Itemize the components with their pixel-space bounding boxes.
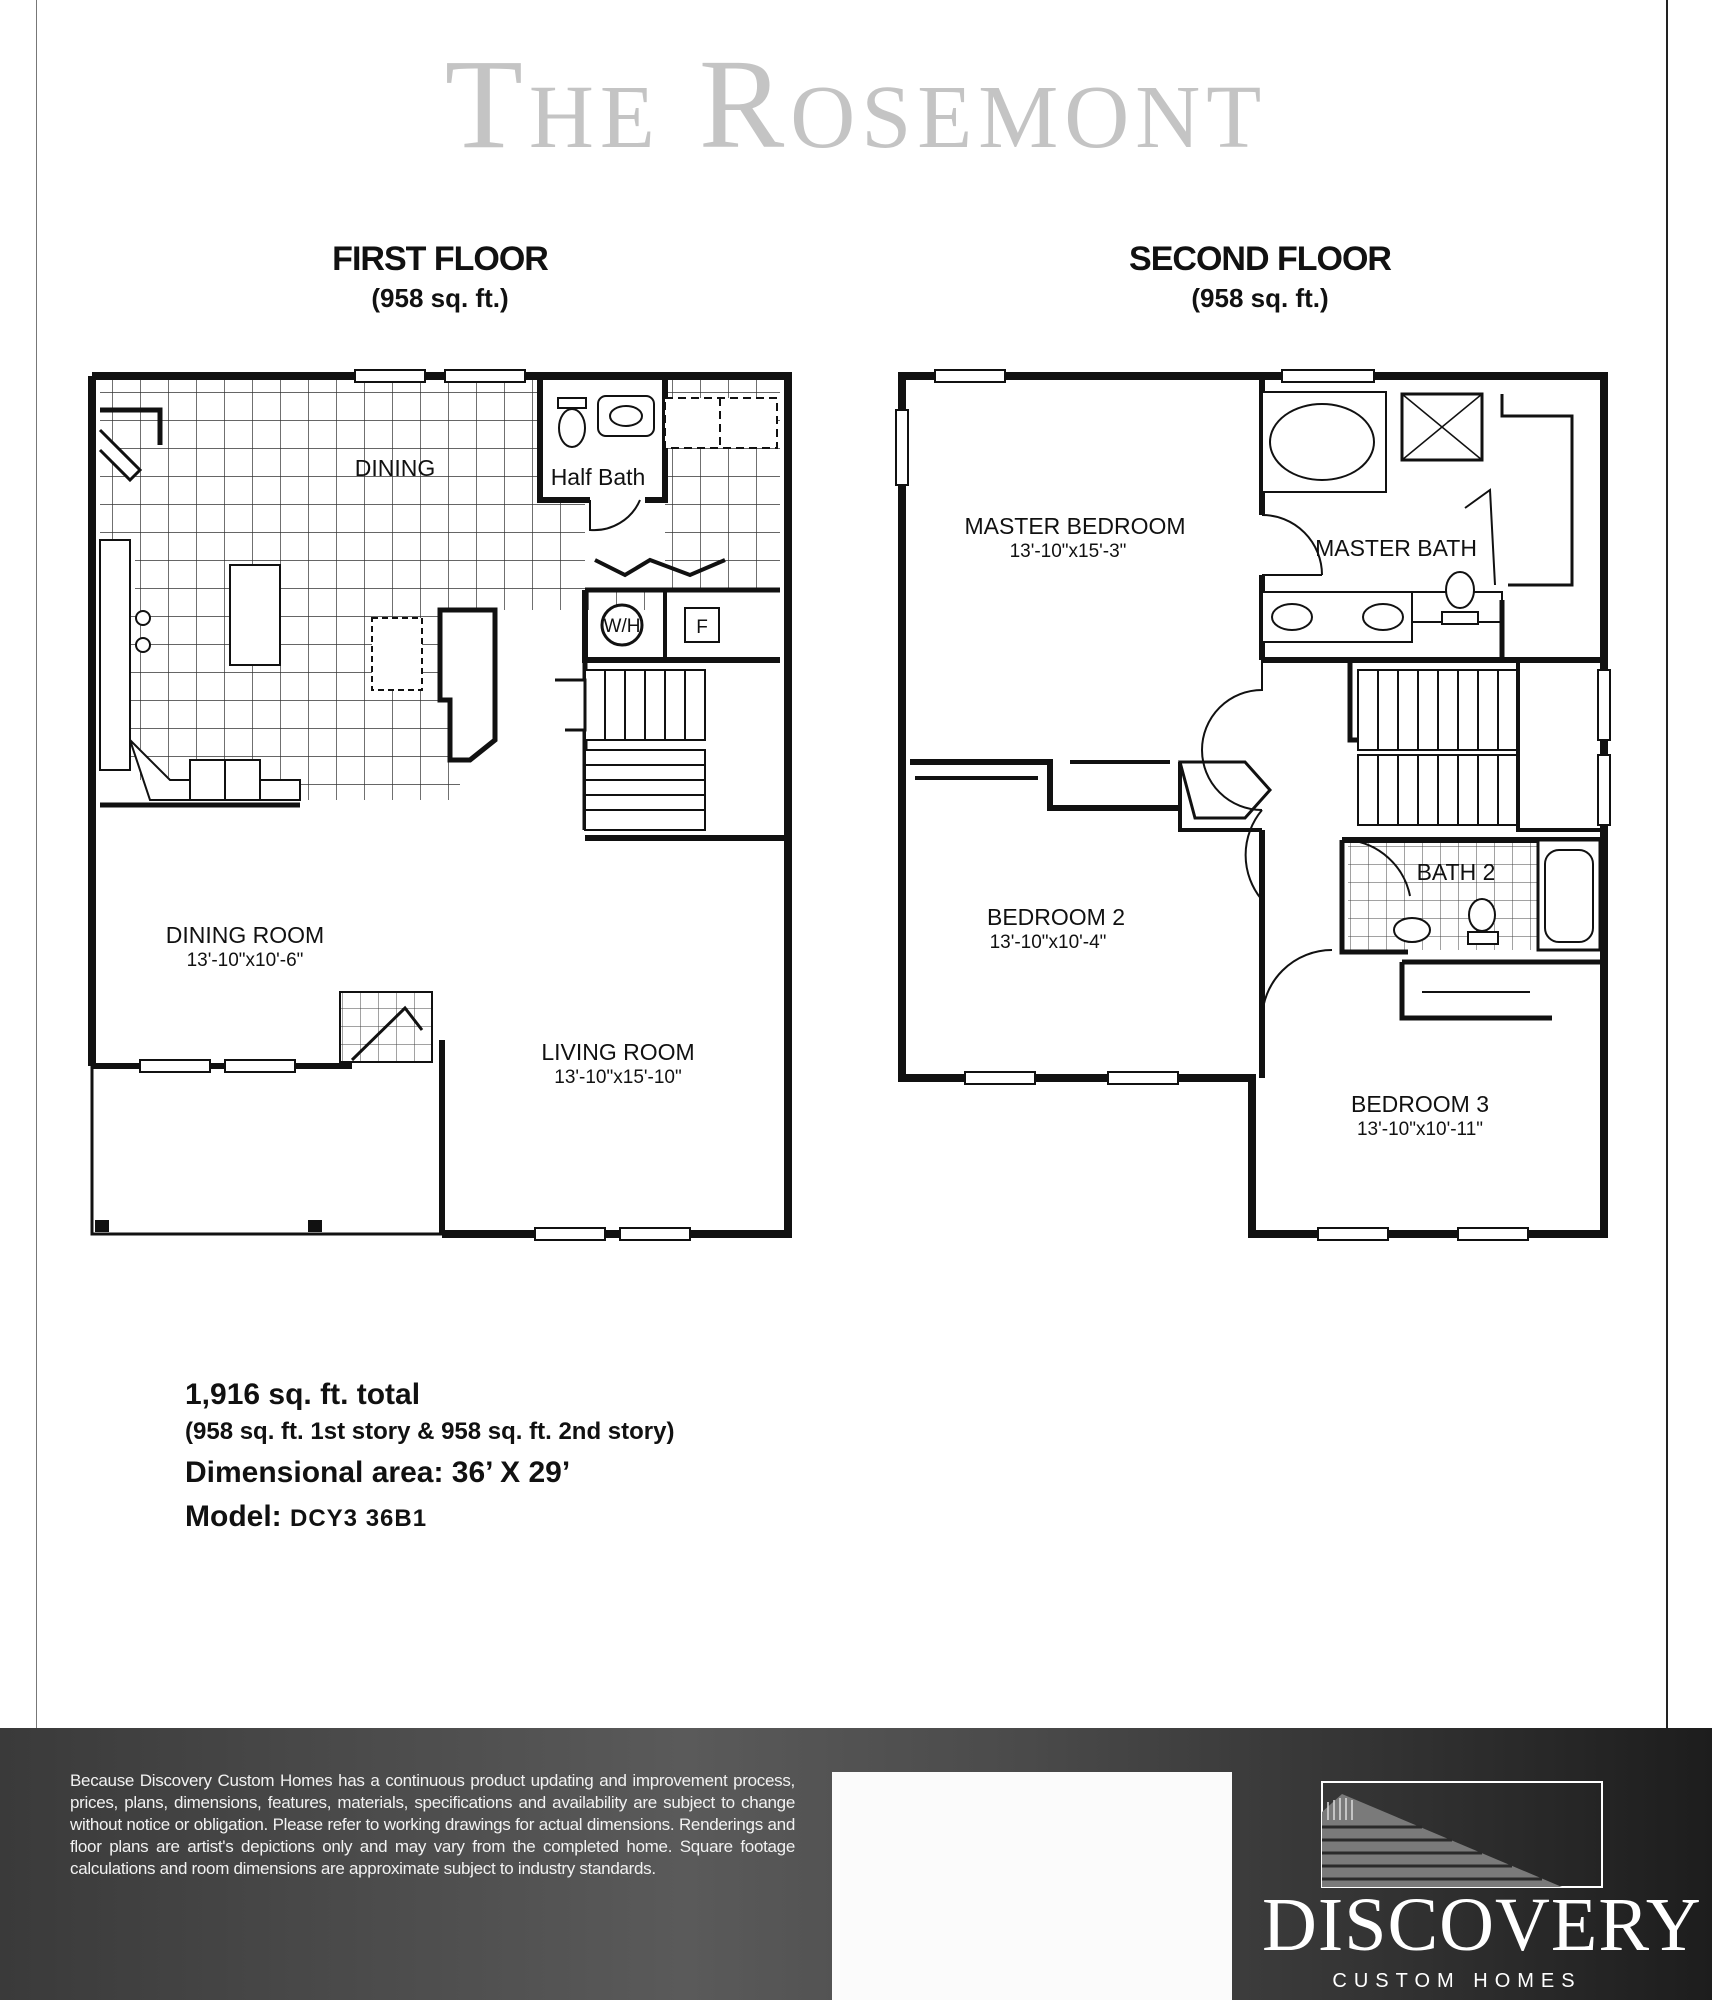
living-room-dimensions: 13'-10"x15'-10" (554, 1067, 682, 1088)
dimensional-area: Dimensional area: 36’ X 29’ (185, 1456, 571, 1489)
dining-room-dimensions: 13'-10"x10'-6" (186, 950, 304, 971)
water-heater-label: W/H (603, 616, 641, 637)
master-bedroom-dimensions: 13'-10"x15'-3" (1009, 541, 1127, 562)
bath-2-label: BATH 2 (1416, 859, 1496, 885)
first-floor-title: FIRST FLOOR (332, 240, 548, 278)
second-floor-plan (896, 370, 1610, 1240)
bedroom-3-dimensions: 13'-10"x10'-11" (1356, 1119, 1484, 1140)
blank-panel (832, 1772, 1232, 2000)
furnace-label: F (696, 617, 708, 638)
second-floor-area: (958 sq. ft.) (1191, 283, 1329, 313)
roof-logo-icon (1262, 1772, 1652, 1892)
model-code: DCY3 36B1 (290, 1505, 428, 1532)
dining-room-label: DINING ROOM (165, 922, 325, 948)
discovery-logo (1262, 1772, 1702, 2000)
plan-title: The Rosemont (444, 33, 1268, 175)
master-bedroom-label: MASTER BEDROOM (964, 513, 1186, 539)
second-floor-title: SECOND FLOOR (1129, 240, 1391, 278)
dining-kitchen-label: DINING (354, 455, 436, 481)
model-line (185, 1500, 674, 1534)
first-floor-plan (92, 370, 792, 1240)
master-bath-label: MASTER BATH (1315, 535, 1477, 561)
footer-band (0, 1728, 1712, 2000)
half-bath-label: Half Bath (550, 464, 646, 490)
area-breakdown: (958 sq. ft. 1st story & 958 sq. ft. 2nd story) (185, 1418, 675, 1445)
second-floor-stairs (1350, 660, 1604, 830)
total-area: 1,916 sq. ft. total (185, 1378, 421, 1411)
living-room-label: LIVING ROOM (541, 1039, 695, 1065)
logo-subtitle: CUSTOM HOMES (1332, 1970, 1582, 1992)
disclaimer-text: Because Discovery Custom Homes has a continuous product updating and improvement process, prices, plans, dimensions, features, materials, specifications and availability are subject to change without notice or obligation. Please refer to working drawings for actual dimensions. Renderings and floor plans are artist's depictions only and may vary from the completed home. Square footage calculations and room dimensions are approximate subject to industry standards. (70, 1771, 795, 1878)
model-label: Model: (185, 1500, 282, 1533)
first-floor-area: (958 sq. ft.) (371, 283, 509, 313)
bedroom-2-label: BEDROOM 2 (986, 904, 1126, 930)
bedroom-2-dimensions: 13'-10"x10'-4" (989, 932, 1107, 953)
first-floor-stairs (555, 660, 788, 838)
bedroom-3-label: BEDROOM 3 (1350, 1091, 1490, 1117)
area-summary (185, 1378, 674, 1534)
logo-wordmark: DISCOVERY (1262, 1883, 1702, 1967)
